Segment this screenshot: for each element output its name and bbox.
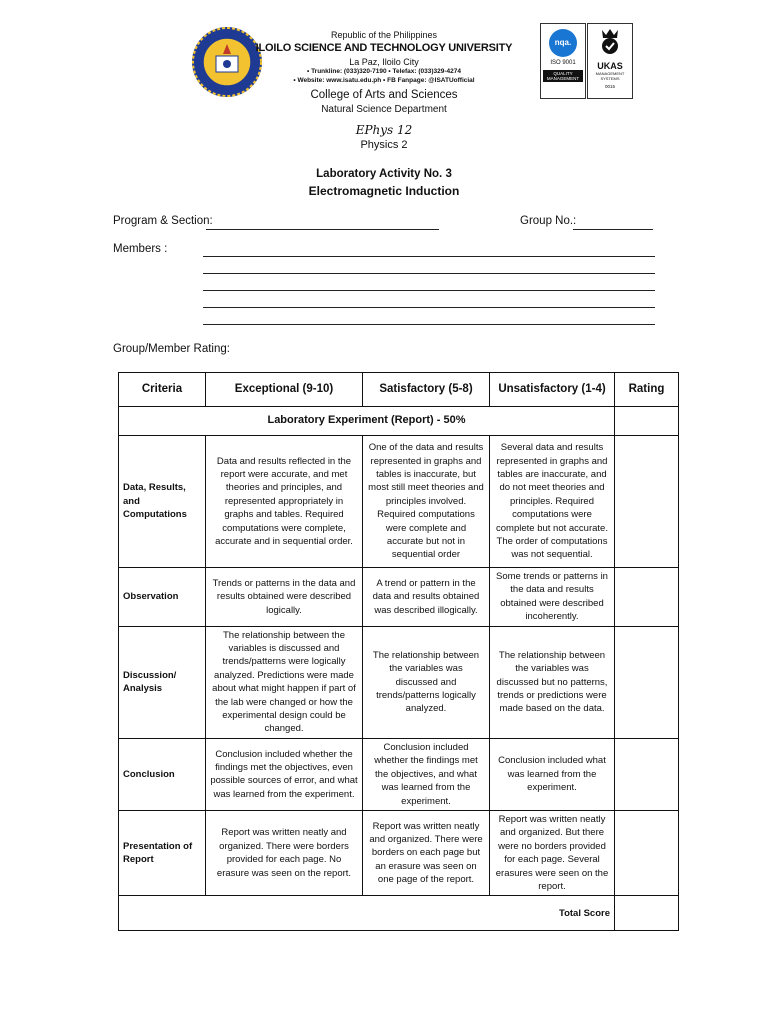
- unsatisfactory-cell: Report was written neatly and organized. But there were no borders provided for each page. Several erasures were seen on the report.: [490, 810, 615, 895]
- criteria-cell: Presentation of Report: [119, 810, 206, 895]
- section-title: Laboratory Experiment (Report) - 50%: [119, 407, 615, 436]
- header-satisfactory: Satisfactory (5-8): [363, 373, 490, 407]
- section-rating-cell[interactable]: [615, 407, 679, 436]
- ukas-badge: [587, 23, 633, 99]
- department-name: Natural Science Department: [321, 104, 447, 115]
- criteria-cell: Conclusion: [119, 738, 206, 810]
- header-unsatisfactory: Unsatisfactory (1-4): [490, 373, 615, 407]
- nqa-logo: nqa.: [549, 29, 577, 57]
- rating-cell[interactable]: [615, 810, 679, 895]
- course-name: Physics 2: [360, 139, 408, 151]
- exceptional-cell: Conclusion included whether the findings met the objectives, even possible sources of error, and what was learned from the experiment.: [206, 738, 363, 810]
- group-member-rating-label: Group/Member Rating:: [113, 343, 230, 355]
- rating-cell[interactable]: [615, 568, 679, 627]
- unsatisfactory-cell: Some trends or patterns in the data and results obtained were described incoherently.: [490, 568, 615, 627]
- unsatisfactory-cell: The relationship between the variables was discussed but no patterns, trends or predictions were made based on the data.: [490, 626, 615, 738]
- rubric-table: [118, 372, 679, 931]
- total-row: [119, 896, 679, 931]
- program-section-label: Program & Section:: [113, 215, 213, 227]
- nqa-iso-badge: [540, 23, 586, 99]
- republic-text: Republic of the Philippines: [330, 30, 438, 40]
- table-row: [119, 738, 679, 810]
- satisfactory-cell: Conclusion included whether the findings met the objectives, and what was learned from the experiment.: [363, 738, 490, 810]
- unsatisfactory-cell: Several data and results represented in graphs and tables are inaccurate, and do not meet theories and principles. Required computations were complete but not accurate. The order of computations was not sequential.: [490, 436, 615, 568]
- table-row: [119, 626, 679, 738]
- criteria-cell: Observation: [119, 568, 206, 627]
- header-exceptional: Exceptional (9-10): [206, 373, 363, 407]
- iso-text: ISO 9001: [550, 60, 576, 66]
- ukas-text: UKAS: [597, 61, 623, 71]
- table-row: [119, 568, 679, 627]
- table-row: [119, 436, 679, 568]
- criteria-cell: Discussion/ Analysis: [119, 626, 206, 738]
- quality-management-text: QUALITY MANAGEMENT: [543, 70, 583, 82]
- table-header-row: [119, 373, 679, 407]
- contact-line: • Trunkline: (033)320-7190 • Telefax: (033)329-4274: [306, 68, 461, 75]
- crown-check-icon: [588, 24, 632, 56]
- exceptional-cell: Report was written neatly and organized. There were borders provided for each page. No erasure was seen on the report.: [206, 810, 363, 895]
- satisfactory-cell: A trend or pattern in the data and results obtained was described illogically.: [363, 568, 490, 627]
- college-name: College of Arts and Sciences: [310, 89, 458, 101]
- satisfactory-cell: Report was written neatly and organized. There were borders on each page but an erasure was seen on one page of the report.: [363, 810, 490, 895]
- criteria-cell: Data, Results, and Computations: [119, 436, 206, 568]
- total-score-cell[interactable]: [615, 896, 679, 931]
- ukas-subtext: MANAGEMENT SYSTEMS: [595, 71, 625, 81]
- unsatisfactory-cell: Conclusion included what was learned from the experiment.: [490, 738, 615, 810]
- rating-cell[interactable]: [615, 626, 679, 738]
- activity-title: Electromagnetic Induction: [308, 184, 460, 198]
- course-code: EPhys 12: [355, 123, 413, 137]
- ukas-number: 0015: [604, 84, 615, 89]
- total-score-label: Total Score: [119, 896, 615, 931]
- exceptional-cell: Trends or patterns in the data and results obtained were described logically.: [206, 568, 363, 627]
- header-rating: Rating: [615, 373, 679, 407]
- program-section-field[interactable]: [206, 229, 439, 230]
- rating-cell[interactable]: [615, 436, 679, 568]
- member-field[interactable]: [203, 324, 655, 325]
- certification-logos: [540, 23, 632, 97]
- activity-number: Laboratory Activity No. 3: [316, 168, 452, 180]
- section-row: [119, 407, 679, 436]
- member-field[interactable]: [203, 256, 655, 257]
- rating-cell[interactable]: [615, 738, 679, 810]
- member-field[interactable]: [203, 273, 655, 274]
- group-number-label: Group No.:: [520, 215, 577, 227]
- member-field[interactable]: [203, 307, 655, 308]
- satisfactory-cell: The relationship between the variables was discussed and trends/patterns logically analyzed.: [363, 626, 490, 738]
- group-number-field[interactable]: [573, 229, 653, 230]
- web-line: • Website: www.isatu.edu.ph • FB Fanpage: @ISATUofficial: [293, 77, 475, 84]
- exceptional-cell: Data and results reflected in the report were accurate, and met theories and principles, and represented appropriately in graphs and tables. Required computations were complete, accurate and in sequential order.: [206, 436, 363, 568]
- university-name: ILOILO SCIENCE AND TECHNOLOGY UNIVERSITY: [255, 42, 513, 54]
- table-row: [119, 810, 679, 895]
- exceptional-cell: The relationship between the variables is discussed and trends/patterns were logically analyzed. Predictions were made about what might happen if part of the lab were changed or how the experimental design could be changed.: [206, 626, 363, 738]
- member-field[interactable]: [203, 290, 655, 291]
- university-address: La Paz, Iloilo City: [349, 57, 419, 67]
- members-label: Members :: [113, 243, 168, 255]
- header-criteria: Criteria: [119, 373, 206, 407]
- satisfactory-cell: One of the data and results represented in graphs and tables is inaccurate, but most still meet theories and principles involved. Required computations were complete and accurate but not in sequential order: [363, 436, 490, 568]
